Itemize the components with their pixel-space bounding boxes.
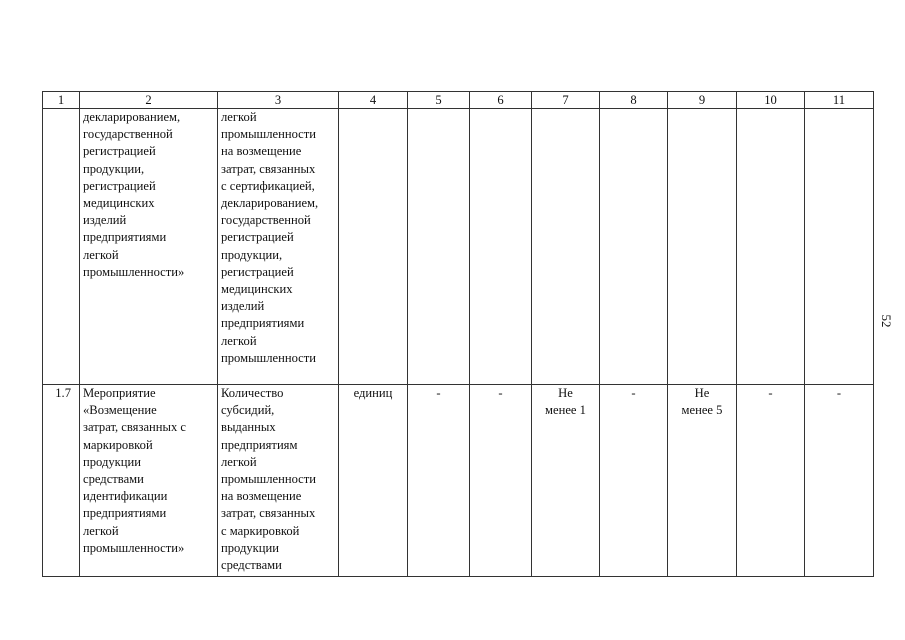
text-line: изделий xyxy=(221,299,265,314)
text-line: медицинских xyxy=(221,282,293,297)
text-line: выданных xyxy=(221,420,276,435)
text-line: легкой xyxy=(221,454,257,469)
value-cell: - xyxy=(600,385,668,577)
header-cell: 6 xyxy=(470,92,532,109)
header-cell: 4 xyxy=(339,92,408,109)
unit-cell: единиц xyxy=(339,385,408,577)
text-line: государственной xyxy=(221,213,311,228)
header-cell: 5 xyxy=(408,92,470,109)
row-number xyxy=(43,109,80,385)
text-line: субсидий, xyxy=(221,403,275,418)
text-line: промышленности» xyxy=(83,264,185,279)
text-line: регистрацией xyxy=(83,144,156,159)
text-line: предприятиями xyxy=(221,316,305,331)
header-cell: 3 xyxy=(218,92,339,109)
value-cell xyxy=(668,385,737,577)
activity-name xyxy=(80,385,218,577)
header-cell: 1 xyxy=(43,92,80,109)
text-line: изделий xyxy=(83,213,127,228)
text-line: «Возмещение xyxy=(83,403,157,418)
header-cell: 8 xyxy=(600,92,668,109)
text-line: предприятиями xyxy=(83,230,167,245)
indicator-name xyxy=(218,109,339,385)
text-line: промышленности» xyxy=(83,540,185,555)
value-cell xyxy=(805,109,874,385)
text-line: с сертификацией, xyxy=(221,178,315,193)
header-cell: 11 xyxy=(805,92,874,109)
text-line: Количество xyxy=(221,386,284,400)
value-cell xyxy=(408,109,470,385)
header-row xyxy=(43,92,874,109)
value-cell: - xyxy=(737,385,805,577)
header-cell: 7 xyxy=(532,92,600,109)
activity-name xyxy=(80,109,218,385)
text-line: на возмещение xyxy=(221,144,302,159)
text-line: декларированием, xyxy=(221,196,319,211)
text-line: промышленности xyxy=(221,472,317,487)
header-cell: 2 xyxy=(80,92,218,109)
text-line: легкой xyxy=(83,523,119,538)
text-line: государственной xyxy=(83,127,173,142)
row-number: 1.7 xyxy=(43,385,80,577)
table-row xyxy=(43,385,874,577)
text-line: промышленности xyxy=(221,350,317,365)
text-line: декларированием, xyxy=(83,110,181,124)
text-line: регистрацией xyxy=(221,264,294,279)
unit-cell xyxy=(339,109,408,385)
text-line: легкой xyxy=(83,247,119,262)
text-line: продукции xyxy=(221,540,280,555)
value-cell xyxy=(737,109,805,385)
page-number: 52 xyxy=(879,314,894,328)
text-line: Не xyxy=(558,386,573,400)
text-line: продукции, xyxy=(83,161,145,176)
text-line: продукции xyxy=(83,454,142,469)
text-line: Не xyxy=(694,386,710,400)
text-line: продукции, xyxy=(221,247,283,262)
text-line: легкой xyxy=(221,333,257,348)
text-line: менее 5 xyxy=(681,403,723,418)
text-line: легкой xyxy=(221,110,257,124)
text-line: идентификации xyxy=(83,489,168,504)
header-cell: 10 xyxy=(737,92,805,109)
text-line: на возмещение xyxy=(221,489,302,504)
text-line: регистрацией xyxy=(221,230,294,245)
text-line: затрат, связанных xyxy=(221,506,316,521)
text-line: Мероприятие xyxy=(83,386,156,400)
text-line: затрат, связанных xyxy=(221,161,316,176)
value-cell xyxy=(532,109,600,385)
value-cell xyxy=(532,385,600,577)
text-line: маркировкой xyxy=(83,437,153,452)
text-line: промышленности xyxy=(221,127,317,142)
text-line: менее 1 xyxy=(545,403,586,418)
value-cell xyxy=(668,109,737,385)
value-cell: - xyxy=(408,385,470,577)
text-line: средствами xyxy=(83,472,144,487)
header-cell: 9 xyxy=(668,92,737,109)
text-line: предприятиями xyxy=(83,506,167,521)
table-row xyxy=(43,109,874,385)
indicators-table xyxy=(42,91,874,577)
indicator-name xyxy=(218,385,339,577)
value-cell xyxy=(470,109,532,385)
value-cell: - xyxy=(470,385,532,577)
text-line: предприятиям xyxy=(221,437,298,452)
value-cell xyxy=(600,109,668,385)
value-cell: - xyxy=(805,385,874,577)
text-line: регистрацией xyxy=(83,178,156,193)
text-line: средствами xyxy=(221,558,282,573)
text-line: с маркировкой xyxy=(221,523,300,538)
text-line: затрат, связанных с xyxy=(83,420,187,435)
text-line: медицинских xyxy=(83,196,155,211)
